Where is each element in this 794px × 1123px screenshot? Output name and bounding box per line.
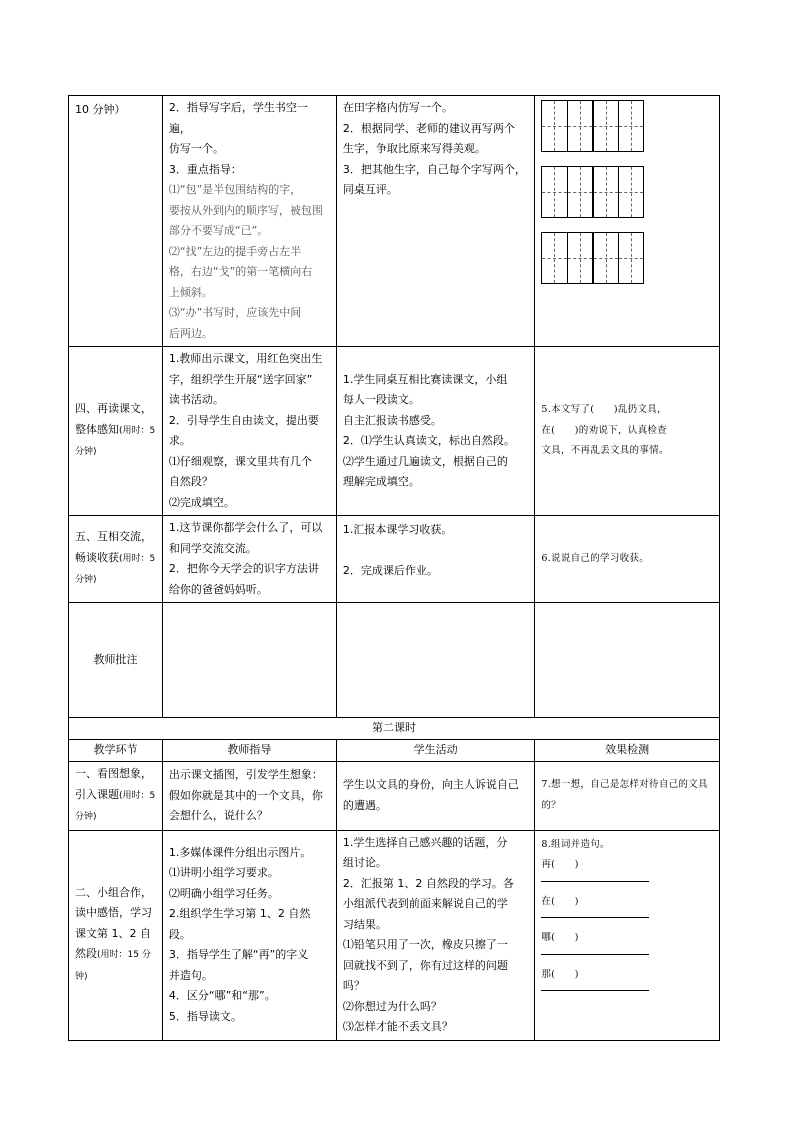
header-student: 学生活动 — [413, 743, 458, 757]
student-activity-cell — [336, 516, 535, 603]
check-cell — [535, 830, 720, 1040]
student-line: 每人一段读文。 — [342, 393, 420, 406]
teacher-line: 后两边。 — [168, 326, 213, 340]
student-line: 生字，争取比原来写得美观。 — [342, 142, 486, 155]
check-item: 在( ) — [541, 895, 579, 907]
student-activity-cell — [336, 347, 535, 516]
grid-cell — [542, 101, 566, 151]
check-item: 哪( ) — [541, 932, 579, 943]
teacher-guidance-cell — [162, 762, 336, 831]
teacher-line: ⑴讲明小组学习要求。 — [168, 866, 279, 880]
check-cell — [535, 762, 720, 831]
row-writing-guidance — [69, 96, 720, 347]
teacher-line: 格，右边“戈”的第一笔横向右 — [168, 265, 313, 278]
row-share-gains — [69, 516, 720, 603]
section-title-cell — [69, 718, 720, 740]
student-line: 吗？ — [342, 979, 365, 992]
teacher-line: 1.多媒体课件分组出示图片。 — [168, 845, 312, 859]
stage-title: 二、小组合作，读中感悟，学习课文第 1、2 自然段 — [75, 885, 152, 961]
student-line: 习结果。 — [342, 917, 387, 931]
answer-line[interactable] — [541, 989, 649, 991]
teacher-line: 部分不要写成“已”。 — [168, 224, 269, 237]
notes-label-cell — [69, 603, 163, 718]
check-line: 在( )的劝说下，认真检查 — [541, 424, 667, 436]
teacher-line: 上倾斜。 — [168, 285, 213, 299]
stage-title: 四、再读课文，整体感知 — [75, 402, 152, 436]
stage-time: (用时：5 分钟) — [75, 553, 156, 586]
answer-line[interactable] — [541, 880, 649, 882]
stage-cell — [69, 830, 163, 1040]
check-cell — [535, 516, 720, 603]
header-cell — [336, 740, 535, 762]
row-reread-text — [69, 347, 720, 516]
student-line: ⑵学生通过几遍读文，根据自己的 — [342, 454, 508, 468]
answer-line[interactable] — [541, 953, 649, 955]
teacher-line: 1.教师出示课文，用红色突出生 — [168, 352, 323, 365]
teacher-line: 自然段？ — [168, 475, 213, 488]
teacher-line: 3．重点指导： — [168, 162, 242, 176]
student-line: 自主汇报读书感受。 — [342, 413, 442, 427]
stage-cell — [69, 516, 163, 603]
teacher-guidance-cell — [162, 96, 336, 347]
tianzige-grid — [541, 232, 644, 284]
check-line: 5.本文写了( )乱扔文具， — [541, 404, 667, 416]
teacher-guidance-cell — [162, 347, 336, 516]
check-cell-tianzige — [535, 96, 720, 347]
teacher-guidance-cell — [162, 830, 336, 1040]
teacher-line: 2．把你今天学会的识字方法讲 — [168, 562, 319, 575]
teacher-line: ⑵明确小组学习任务。 — [168, 886, 279, 900]
stage-time: (用时：5 分钟) — [75, 790, 156, 822]
student-line: 2．⑴学生认真读文，标出自然段。 — [342, 434, 515, 447]
header-teacher: 教师指导 — [227, 743, 272, 757]
teacher-line: 求。 — [168, 434, 191, 447]
check-title: 8.组词并造句。 — [541, 838, 610, 850]
teacher-line: ⑶“办”书写时，应该先中间 — [168, 306, 302, 319]
header-check: 效果检测 — [605, 743, 650, 757]
teacher-line: 并造句。 — [168, 968, 213, 982]
teacher-line: 给你的爸爸妈妈听。 — [168, 582, 268, 596]
row-section-title — [69, 718, 720, 740]
student-line: 1.学生同桌互相比赛读课文，小组 — [342, 372, 508, 386]
header-cell — [69, 740, 163, 762]
stage-title: 五、互相交流，畅谈收获 — [75, 530, 152, 564]
teacher-text: 出示课文插图，引发学生想象：假如你就是其中的一个文具，你会想什么，说什么？ — [168, 768, 323, 822]
teacher-line: 5．指导读文。 — [168, 1009, 242, 1023]
check-line: 文具，不再乱丢文具的事情。 — [541, 445, 669, 457]
grid-cell — [542, 233, 566, 283]
teacher-line: 2.组织学生学习第 1、2 自然段。 — [168, 907, 311, 941]
student-line: 1.汇报本课学习收获。 — [342, 523, 453, 536]
teacher-line: ⑵“找”左边的提手旁占左半 — [168, 244, 302, 258]
notes-cell — [162, 603, 336, 718]
student-line: 2．完成课后作业。 — [342, 563, 438, 577]
teacher-line: ⑴仔细观察，课文里共有几个 — [168, 454, 312, 468]
row-table-header — [69, 740, 720, 762]
grid-cell — [567, 167, 592, 217]
teacher-line: 3．指导学生了解“再”的字义 — [168, 948, 309, 962]
student-line: 3．把其他生字，自己每个字写两个， — [342, 162, 526, 176]
grid-cell — [592, 167, 618, 217]
teacher-line: 要按从外到内的顺序写，被包围 — [168, 203, 323, 217]
stage-time: (用时：5 分钟) — [75, 425, 156, 458]
header-cell — [535, 740, 720, 762]
teacher-line: 2．指导写字后，学生书空一遍， — [168, 101, 308, 135]
header-cell — [162, 740, 336, 762]
teacher-line: 1.这节课你都学会什么了，可以 — [168, 521, 323, 534]
grid-cell — [592, 233, 618, 283]
teacher-line: 4．区分“哪”和“那”。 — [168, 989, 276, 1003]
grid-cell — [567, 101, 592, 151]
student-activity-cell — [336, 762, 535, 831]
student-line: 回就找不到了，你有过这样的问题 — [342, 958, 508, 972]
student-text: 学生以文具的身份，向主人诉说自己的遭遇。 — [342, 778, 519, 812]
student-line: ⑶怎样才能不丢文具？ — [342, 1020, 453, 1033]
stage-cell — [69, 762, 163, 831]
notes-cell — [535, 603, 720, 718]
tianzige-grid — [541, 166, 644, 218]
grid-cell — [618, 101, 643, 151]
stage-cell — [69, 96, 163, 347]
check-item: 那( ) — [541, 968, 579, 980]
teacher-line: 读书活动。 — [168, 393, 224, 406]
student-activity-cell — [336, 96, 535, 347]
student-line: 1.学生选择自己感兴趣的话题，分 — [342, 835, 508, 849]
teacher-line: 仿写一个。 — [168, 142, 224, 155]
student-activity-cell — [336, 830, 535, 1040]
check-item: 再( ) — [541, 859, 579, 870]
teacher-guidance-cell — [162, 516, 336, 603]
student-line: 小组派代表到前面来解说自己的学 — [342, 897, 508, 910]
student-line: 同桌互评。 — [342, 183, 398, 196]
header-stage: 教学环节 — [93, 743, 138, 757]
stage-time-tail: 10 分钟） — [75, 103, 126, 116]
row-picture-intro — [69, 762, 720, 831]
notes-cell — [336, 603, 535, 718]
student-line: 在田字格内仿写一个。 — [342, 101, 453, 114]
teacher-line: ⑵完成填空。 — [168, 495, 235, 509]
grid-cell — [592, 101, 618, 151]
teacher-line: 字，组织学生开展“送字回家” — [168, 372, 313, 386]
student-line: ⑴铅笔只用了一次，橡皮只擦了一 — [342, 938, 508, 951]
student-line: ⑵你想过为什么吗？ — [342, 999, 442, 1013]
student-line: 2．根据同学、老师的建议再写两个 — [342, 121, 515, 135]
answer-line[interactable] — [541, 916, 649, 918]
check-line: 6.说说自己的学习收获。 — [541, 552, 650, 564]
lesson-plan-table — [68, 95, 720, 1041]
grid-cell — [618, 233, 643, 283]
student-line: 组讨论。 — [342, 856, 387, 869]
stage-title: 一、看图想象，引入课题 — [75, 767, 152, 801]
check-cell — [535, 347, 720, 516]
tianzige-grid — [541, 100, 644, 152]
teacher-line: ⑴“包”是半包围结构的字， — [168, 183, 302, 196]
teacher-notes-label: 教师批注 — [93, 652, 138, 666]
teacher-line: 2．引导学生自由读文，提出要 — [168, 413, 319, 427]
section-title: 第二课时 — [372, 721, 416, 735]
row-group-study — [69, 830, 720, 1040]
stage-time: (用时：15 分钟) — [75, 950, 151, 982]
grid-cell — [542, 167, 566, 217]
stage-cell — [69, 347, 163, 516]
student-line: 理解完成填空。 — [342, 475, 420, 488]
check-text: 7.想一想，自己是怎样对待自己的文具的？ — [541, 779, 708, 811]
student-line: 2．汇报第 1、2 自然段的学习。各 — [342, 876, 514, 890]
row-teacher-notes — [69, 603, 720, 718]
grid-cell — [567, 233, 592, 283]
grid-cell — [618, 167, 643, 217]
teacher-line: 和同学交流交流。 — [168, 541, 257, 555]
